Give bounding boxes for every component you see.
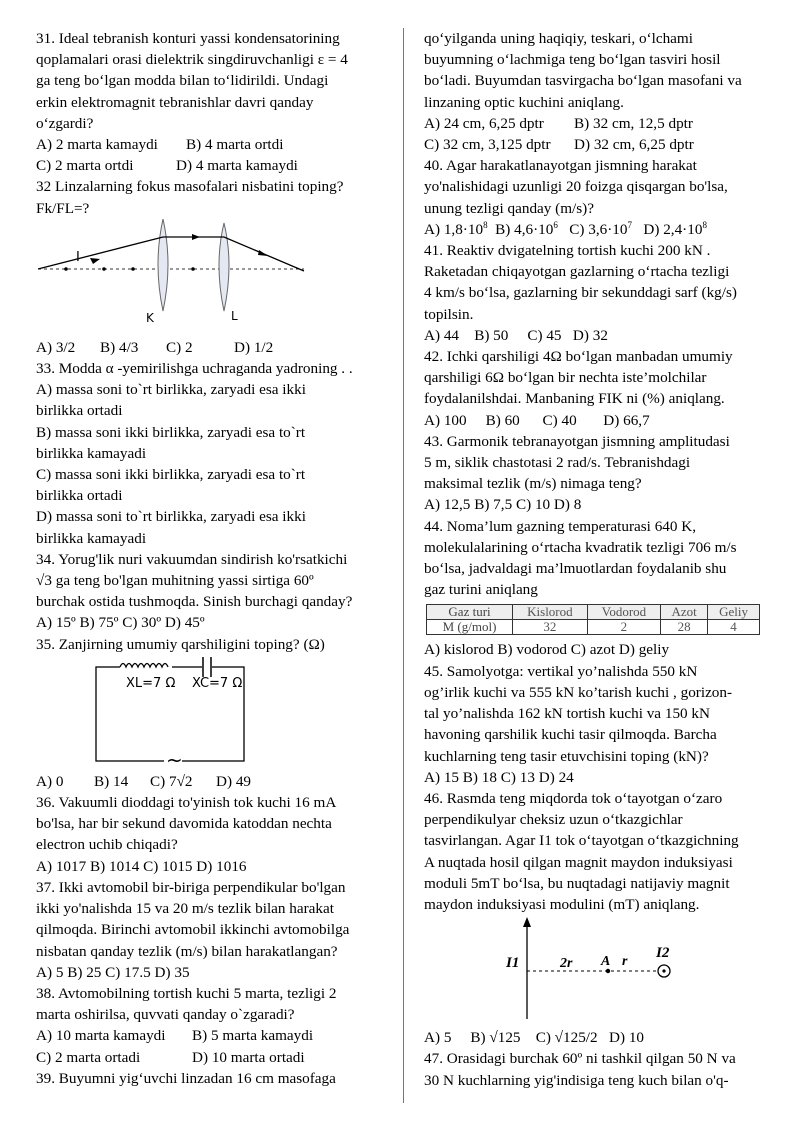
- capacitor-label: XC=7 Ω: [192, 675, 243, 691]
- question-42: 42. Ichki qarshiligi 4Ω bo‘lgan manbadan umumiy qarshiligi 6Ω bo‘lgan bir nechta iste’molchilar foydalanilshdai. Manbaning FIK ni (%) aniqlang. A) 100 B) 60 C) 40 D) 66,7: [424, 348, 733, 429]
- right-column: [424, 28, 769, 1091]
- conductors-diagram: [424, 915, 724, 1027]
- q40-options: A) $1,8\cdot 10^8$ B) $4,6\cdot 10^6$ C) $3,6\cdot 10^7$ D) $2,4\cdot 10^8$: [424, 219, 707, 238]
- lens-l-label: L: [231, 308, 238, 323]
- lens-diagram: [36, 219, 316, 337]
- question-47: 47. Orasidagi burchak 60º ni tashkil qilgan 50 N va 30 N kuchlarning yig'indisiga teng kuch bilan o'q-: [424, 1050, 736, 1089]
- dist-r-label: r: [622, 954, 628, 970]
- question-34: 34. Yorug'lik nuri vakuumdan sindirish ko'rsatkichi √3 ga teng bo'lgan muhitning yassi sirtiga 60º burchak ostida tushmoqda. Sinish burchagi qanday? A) 15º B) 75º C) 30º D) 45º: [36, 550, 353, 632]
- ray-label: I: [76, 249, 80, 265]
- point-a-label: A: [601, 954, 611, 970]
- q32-options: A) 3/2 B) 4/3 C) 2 D) 1/2: [36, 338, 274, 356]
- column-divider: [403, 28, 404, 1103]
- question-46: 46. Rasmda teng miqdorda tok o‘tayotgan o‘zaro perpendikulyar cheksiz uzun o‘tkazgichlar tasvirlangan. Agar I1 tok o‘tayotgan o‘tkazgichning A nuqtada hosil qilgan magnit maydon induksiyasi moduli 5mT bo‘lsa, bu nuqtadagi natijaviy magnit maydon induksiyasi modulini (mT) aniqlang. I1 I2 2r A r A) 5 B) √125 C) √125/2 D) 10: [424, 789, 739, 1047]
- gas-table: [426, 604, 760, 635]
- q39-options-row2: C) 32 cm, 3,125 dptr D) 32 cm, 6,25 dptr: [424, 136, 694, 154]
- question-39-start: 39. Buyumni yig‘uvchi linzadan 16 cm masofaga: [36, 1069, 336, 1087]
- dist-2r-label: 2r: [560, 956, 573, 972]
- question-36: 36. Vakuumli dioddagi to'yinish tok kuchi 16 mA bo'lsa, har bir sekund davomida katoddan nechta electron uchib chiqadi? A) 1017 B) 1014 C) 1015 D) 1016: [36, 794, 337, 875]
- i1-label: I1: [506, 955, 520, 972]
- question-35: 35. Zanjirning umumiy qarshiligini toping? (Ω) XL=7 Ω XC=7 Ω ~ A) 0 B) 14 C) 7√2 D) 49: [36, 634, 388, 792]
- question-39-cont: qo‘yilganda uning haqiqiy, teskari, o‘lchami buyumning o‘lachmiga teng bo‘lgan tasviri hosil bo‘ladi. Buyumdan tasvirgacha bo‘lgan masofani va linzaning optic kuchini aniqlang. A) 24 cm, 6,25 dptr B) 32 cm, 12,5 dptr C) 32 cm, 3,125 dptr D) 32 cm, 6,25 dptr: [424, 28, 769, 155]
- table-header-row: Gaz turi Kislorod Vodorod Azot Geliy: [427, 605, 760, 620]
- i2-label: I2: [656, 945, 670, 962]
- question-44: 44. Noma’lum gazning temperaturasi 640 K, molekulalarining o‘rtacha kvadratik tezligi 706 m/s bo‘lsa, jadvaldagi ma’lmuotlardan foydalanib shu gaz turini aniqlang Gaz turi Kislorod Vodorod Azot Geliy M (g/mol) 32 2 28 4 A) kislorod B) vodorod C) azot D) geliy: [424, 516, 769, 661]
- q39-options-row1: A) 24 cm, 6,25 dptr B) 32 cm, 12,5 dptr: [424, 114, 693, 132]
- ac-source-icon: ~: [166, 747, 183, 771]
- lens-k-label: K: [146, 310, 154, 325]
- q31-options-row1: A) 2 marta kamaydi B) 4 marta ortdi: [36, 136, 284, 154]
- question-31: 31. Ideal tebranish konturi yassi kondensatorining qoplamalari orasi dielektrik singdiruvchanligi ε = 4 ga teng bo‘lgan modda bilan to‘lidirildi. Undagi erkin elektromagnit tebranishlar davri qanday o‘zgardi? A) 2 marta kamaydi B) 4 marta ortdi C) 2 marta ortdi D) 4 marta kamaydi: [36, 28, 388, 176]
- q35-options: A) 0 B) 14 C) 7√2 D) 49: [36, 772, 252, 790]
- q38-options-row2: C) 2 marta ortadi D) 10 marta ortadi: [36, 1048, 305, 1066]
- inductor-label: XL=7 Ω: [126, 675, 176, 691]
- question-41: 41. Reaktiv dvigatelning tortish kuchi 200 kN . Raketadan chiqayotgan gazlarning o‘rtacha tezligi 4 km/s bo‘lsa, gazlarning bir sekunddagi sarf (kg/s) topilsin. A) 44 B) 50 C) 45 D) 32: [424, 242, 737, 344]
- circuit-diagram: [36, 655, 296, 771]
- question-43: 43. Garmonik tebranayotgan jismning amplitudasi 5 m, siklik chastotasi 2 rad/s. Tebranishdagi maksimal tezlik (m/s) nimaga teng? A) 12,5 B) 7,5 C) 10 D) 8: [424, 432, 730, 514]
- question-40: 40. Agar harakatlanayotgan jismning harakat yo'nalishidagi uzunligi 20 foizga qisqargan bo'lsa, unung tezligi qanday (m/s)? A) $1,8\cdot 10^8$ B) $4,6\cdot 10^6$ C) $3,6\cdot 10^7$ D) $2,4\cdot 10^8$: [424, 155, 769, 240]
- question-32: 32 Linzalarning fokus masofalari nisbatini toping? Fk/FL=? I K L A) 3/2 B) 4/3 C) 2 D) 1/2: [36, 176, 388, 358]
- arrow-up-icon: [523, 917, 531, 927]
- table-row: M (g/mol) 32 2 28 4: [427, 620, 760, 635]
- question-38: 38. Avtomobilning tortish kuchi 5 marta, tezligi 2 marta oshirilsa, quvvati qanday o`zgaradi? A) 10 marta kamaydi B) 5 marta kamaydi C) 2 marta ortadi D) 10 marta ortadi: [36, 983, 388, 1068]
- q31-options-row2: C) 2 marta ortdi D) 4 marta kamaydi: [36, 157, 298, 175]
- left-column: [36, 28, 388, 1089]
- q38-options-row1: A) 10 marta kamaydi B) 5 marta kamaydi: [36, 1027, 314, 1045]
- question-37: 37. Ikki avtomobil bir-biriga perpendikular bo'lgan ikki yo'nalishda 15 va 20 m/s tezlik bilan harakat qilmoqda. Birinchi avtomobil ikkinchi avtomobilga nisbatan qanday tezlik (m/s) bilan harakatlangan? A) 5 B) 25 C) 17.5 D) 35: [36, 878, 350, 981]
- question-45: 45. Samolyotga: vertikal yo’nalishda 550 kN og’irlik kuchi va 555 kN ko’tarish kuchi , gorizon- tal yo’nalishda 162 kN tortish kuchi va 150 kN havoning qarshilik kuchi tasir qilmoqda. Barcha kuchlarning teng tasir etuvchisini toping (kN)? A) 15 B) 18 C) 13 D) 24: [424, 662, 733, 786]
- question-33: 33. Modda α -yemirilishga uchraganda yadroning . . A) massa soni to`rt birlikka, zaryadi esa ikki birlikka ortadi B) massa soni ikki birlikka, zaryadi esa to`rt birlikka kamayadi C) massa soni ikki birlikka, zaryadi esa to`rt birlikka ortadi D) massa soni to`rt birlikka, zaryadi esa ikki birlikka kamayadi: [36, 360, 353, 547]
